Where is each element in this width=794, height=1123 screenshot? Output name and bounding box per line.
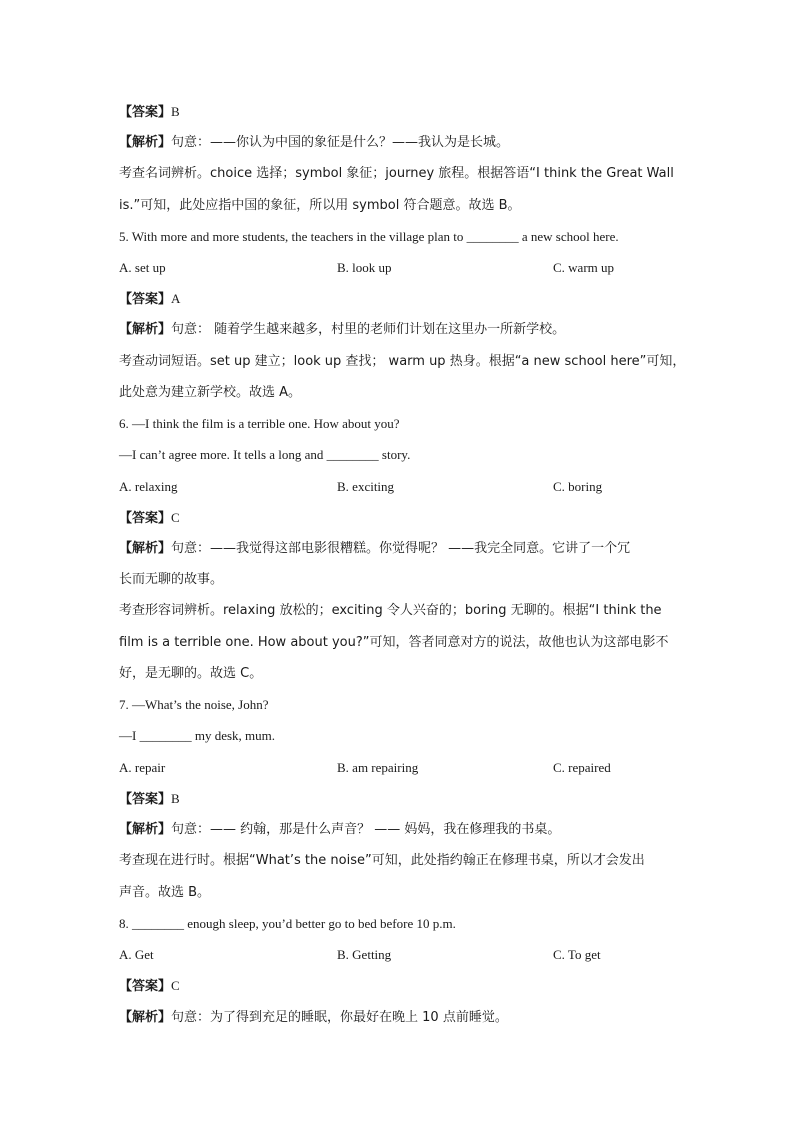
q6-analysis-line-5: 好，是无聊的。故选 C。	[119, 666, 263, 681]
q5-option-a: A. set up	[119, 260, 166, 275]
q7-question-2: —I ________ my desk, mum.	[119, 728, 275, 743]
analysis-tag: 【解析】	[119, 135, 172, 150]
q6-option-b: B. exciting	[337, 479, 395, 494]
q8-option-a: A. Get	[119, 947, 154, 962]
q6-analysis-line-2: 长而无聊的故事。	[119, 572, 224, 587]
analysis-text: 句意：——我觉得这部电影很糟糕。你觉得呢？ ——我完全同意。它讲了一个冗	[171, 541, 631, 556]
q8-question: 8. ________ enough sleep, you’d better go to bed before 10 p.m.	[119, 916, 456, 931]
q7-option-a: A. repair	[119, 760, 166, 775]
q6-analysis-line-3: 考查形容词辨析。relaxing 放松的；exciting 令人兴奋的；boring 无聊的。根据“I think the	[119, 603, 662, 618]
q5-option-c: C. warm up	[553, 260, 615, 275]
answer-value: A	[171, 291, 181, 306]
q6-analysis-line-1	[119, 540, 630, 558]
answer-value: C	[171, 510, 180, 525]
q4-answer-line	[119, 103, 180, 122]
q4-analysis-line-2: 考查名词辨析。choice 选择；symbol 象征；journey 旅程。根据答语“I think the Great Wall	[119, 166, 674, 181]
analysis-tag: 【解析】	[119, 822, 172, 837]
answer-tag: 【答案】	[119, 979, 172, 994]
q4-analysis-line-3: is.”可知，此处应指中国的象征，所以用 symbol 符合题意。故选 B。	[119, 198, 521, 213]
analysis-text: 句意：—— 约翰，那是什么声音？ —— 妈妈，我在修理我的书桌。	[171, 822, 561, 837]
q7-question-1: 7. —What’s the noise, John?	[119, 697, 269, 712]
answer-tag: 【答案】	[119, 292, 172, 307]
q7-option-c: C. repaired	[553, 760, 611, 775]
q6-question-2: —I can’t agree more. It tells a long and ________ story.	[119, 447, 411, 462]
analysis-tag: 【解析】	[119, 1010, 172, 1025]
q6-option-c: C. boring	[553, 479, 603, 494]
q5-question: 5. With more and more students, the teachers in the village plan to ________ a new school here.	[119, 229, 619, 244]
q6-option-a: A. relaxing	[119, 479, 178, 494]
analysis-text: 句意：——你认为中国的象征是什么？——我认为是长城。	[171, 135, 510, 150]
answer-tag: 【答案】	[119, 792, 172, 807]
q4-analysis-line-1	[119, 134, 509, 152]
answer-value: B	[171, 791, 180, 806]
q5-analysis-line-2: 考查动词短语。set up 建立；look up 查找； warm up 热身。根据“a new school here”可知，	[119, 354, 686, 369]
q6-question-1: 6. —I think the film is a terrible one. How about you?	[119, 416, 400, 431]
answer-value: B	[171, 104, 180, 119]
analysis-text: 句意：为了得到充足的睡眠，你最好在晚上 10 点前睡觉。	[171, 1010, 508, 1025]
q7-analysis-line-2: 考查现在进行时。根据“What’s the noise”可知，此处指约翰正在修理书桌，所以才会发出	[119, 853, 645, 868]
analysis-text: 句意： 随着学生越来越多，村里的老师们计划在这里办一所新学校。	[171, 322, 566, 337]
q7-analysis-line-1	[119, 821, 560, 839]
q8-answer-line	[119, 977, 180, 996]
q5-analysis-line-1	[119, 321, 565, 339]
q8-option-c: C. To get	[553, 947, 601, 962]
q5-analysis-line-3: 此处意为建立新学校。故选 A。	[119, 385, 302, 400]
q6-answer-line	[119, 509, 180, 528]
q7-answer-line	[119, 790, 180, 809]
q5-option-b: B. look up	[337, 260, 392, 275]
answer-tag: 【答案】	[119, 511, 172, 526]
analysis-tag: 【解析】	[119, 322, 172, 337]
q5-answer-line	[119, 290, 180, 309]
q8-option-b: B. Getting	[337, 947, 392, 962]
analysis-tag: 【解析】	[119, 541, 172, 556]
answer-value: C	[171, 978, 180, 993]
q8-analysis-line-1	[119, 1009, 508, 1027]
answer-tag: 【答案】	[119, 105, 172, 120]
q6-analysis-line-4: film is a terrible one. How about you?”可知，答者同意对方的说法，故他也认为这部电影不	[119, 635, 669, 650]
q7-analysis-line-3: 声音。故选 B。	[119, 885, 211, 900]
q7-option-b: B. am repairing	[337, 760, 419, 775]
